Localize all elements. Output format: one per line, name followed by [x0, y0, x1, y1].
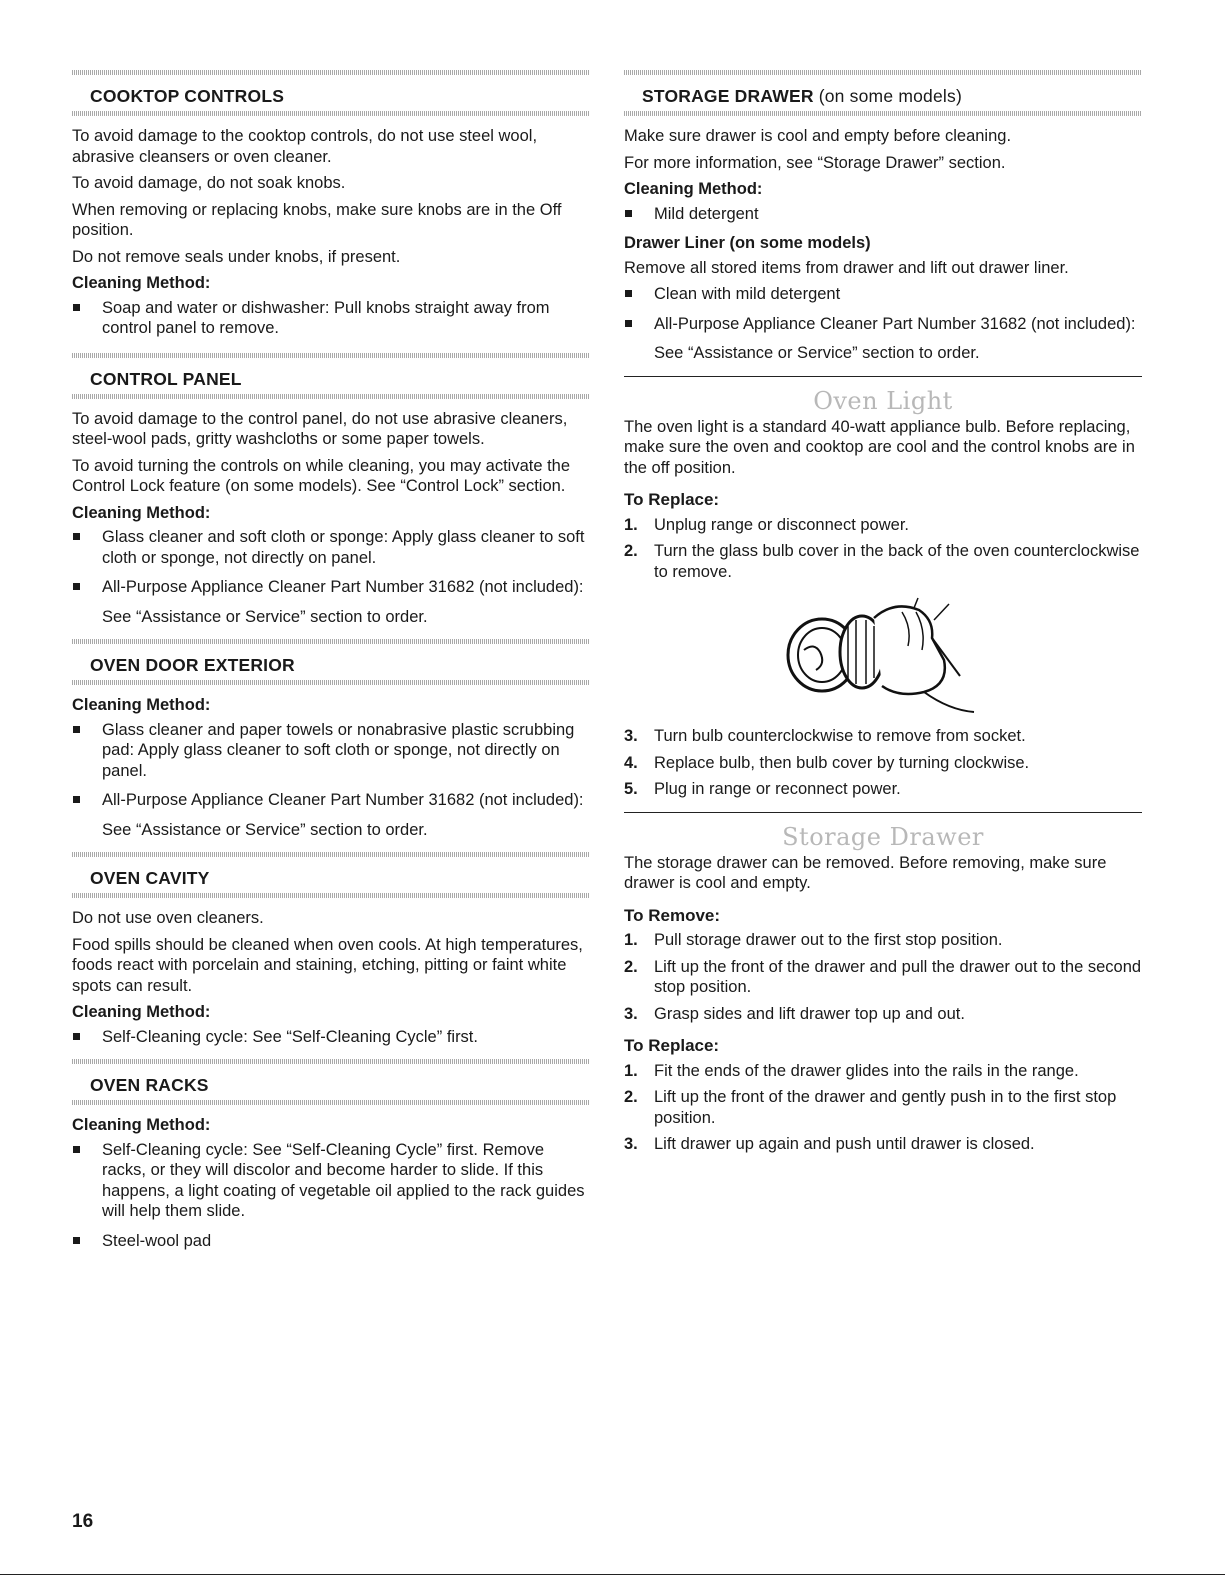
- storage-drawer-section: [624, 823, 1142, 1155]
- bullet-list: [624, 284, 1142, 334]
- cooktop-controls-section: [72, 70, 590, 339]
- drawer-liner-label: Drawer Liner (on some models): [624, 234, 871, 252]
- section-title: CONTROL PANEL: [90, 368, 242, 389]
- step-number: 2.: [624, 542, 638, 560]
- cleaning-method-label: Cleaning Method:: [72, 1116, 211, 1134]
- list-item: Clean with mild detergent: [624, 284, 1142, 305]
- page-number: 16: [72, 1511, 94, 1532]
- oven-cavity-section: [72, 852, 590, 1047]
- section-title: COOKTOP CONTROLS: [90, 86, 285, 106]
- step-text: Fit the ends of the drawer glides into the rails in the range.: [654, 1061, 1079, 1080]
- step-text: Grasp sides and lift drawer top up and out.: [654, 1004, 965, 1023]
- step-number: 1.: [624, 515, 638, 534]
- to-replace-label: To Replace:: [624, 1036, 720, 1055]
- section-header: [72, 70, 590, 116]
- list-item: [624, 930, 1142, 951]
- step-text: Plug in range or reconnect power.: [654, 780, 901, 798]
- section-title-qualifier: (on some models): [813, 86, 962, 106]
- dotted-divider: [72, 680, 590, 685]
- dotted-divider: [624, 111, 1142, 116]
- numbered-list: [624, 1061, 1142, 1155]
- step-number: 4.: [624, 753, 638, 772]
- dotted-divider: [72, 1100, 590, 1105]
- dotted-divider: [72, 111, 590, 116]
- dotted-divider: [72, 639, 590, 644]
- section-title: OVEN DOOR EXTERIOR: [90, 655, 295, 675]
- list-item: Self-Cleaning cycle: See “Self-Cleaning Cycle” first.: [72, 1027, 590, 1048]
- list-item: [72, 577, 590, 598]
- paragraph: Make sure drawer is cool and empty before cleaning.: [624, 127, 1012, 145]
- section-header: [72, 1059, 590, 1105]
- step-number: 3.: [624, 1004, 638, 1023]
- paragraph: To avoid damage to the cooktop controls, do not use steel wool, abrasive cleansers or oven cleaner.: [72, 127, 538, 166]
- section-rule: [624, 376, 1142, 377]
- storage-drawer-title: Storage Drawer: [782, 822, 984, 851]
- see-reference: See “Assistance or Service” section to order.: [654, 344, 980, 362]
- cleaning-method-label: Cleaning Method:: [72, 503, 211, 522]
- step-text: Turn bulb counterclockwise to remove from socket.: [654, 727, 1026, 745]
- dotted-divider: [624, 70, 1142, 75]
- section-title: [624, 75, 1142, 111]
- step-text: Turn the glass bulb cover in the back of the oven counterclockwise to remove.: [654, 542, 1140, 581]
- section-rule: [624, 812, 1142, 813]
- dotted-divider: [72, 893, 590, 898]
- see-reference: See “Assistance or Service” section to order.: [102, 607, 428, 626]
- section-title: OVEN RACKS: [90, 1075, 209, 1095]
- numbered-list: [624, 515, 1142, 583]
- dotted-divider: [72, 353, 590, 358]
- cleaning-method-label: Cleaning Method:: [72, 274, 211, 292]
- step-text: Unplug range or disconnect power.: [654, 515, 909, 534]
- step-text: Pull storage drawer out to the first stop position.: [654, 931, 1003, 949]
- paragraph: The storage drawer can be removed. Before removing, make sure drawer is cool and empty.: [624, 853, 1107, 892]
- paragraph: Remove all stored items from drawer and lift out drawer liner.: [624, 258, 1069, 277]
- hand-turning-bulb-cover-icon: [784, 590, 984, 720]
- paragraph: Do not remove seals under knobs, if present.: [72, 247, 401, 266]
- list-item: [624, 779, 1142, 800]
- list-item: [624, 515, 1142, 536]
- control-panel-section: [72, 353, 590, 628]
- left-column: [72, 70, 590, 1260]
- paragraph: Food spills should be cleaned when oven cools. At high temperatures, foods react with porcelain and staining, etching, pitting or faint white spots can result.: [72, 935, 583, 995]
- right-column: [624, 70, 1142, 1161]
- bottom-rule: [0, 1574, 1225, 1575]
- list-item: Glass cleaner and soft cloth or sponge: Apply glass cleaner to soft cloth or sponge, not directly on panel.: [72, 527, 590, 568]
- list-item: Soap and water or dishwasher: Pull knobs straight away from control panel to remove.: [72, 298, 590, 339]
- list-item-text: All-Purpose Appliance Cleaner Part Number 31682 (not included):: [102, 578, 584, 596]
- section-header: [72, 639, 590, 685]
- dotted-divider: [72, 70, 590, 75]
- list-item: [624, 1061, 1142, 1082]
- bulb-removal-illustration: [624, 590, 1142, 720]
- dotted-divider: [72, 1059, 590, 1064]
- oven-light-section: [624, 387, 1142, 800]
- section-title-bold: STORAGE DRAWER: [642, 86, 814, 106]
- dotted-divider: [72, 852, 590, 857]
- list-item: Glass cleaner and paper towels or nonabrasive plastic scrubbing pad: Apply glass cleaner to soft cloth or sponge, not directly on panel.: [72, 720, 590, 782]
- bullet-list: [72, 1027, 590, 1048]
- list-item: [624, 1087, 1142, 1128]
- oven-door-exterior-section: [72, 639, 590, 840]
- bullet-list: [72, 527, 590, 598]
- step-number: 2.: [624, 1088, 638, 1106]
- list-item: All-Purpose Appliance Cleaner Part Number 31682 (not included):: [624, 314, 1142, 335]
- to-replace-label: To Replace:: [624, 490, 720, 509]
- step-text: Replace bulb, then bulb cover by turning clockwise.: [654, 753, 1030, 772]
- section-header: [72, 852, 590, 898]
- bullet-list: [72, 1140, 590, 1252]
- bullet-list: [72, 720, 590, 811]
- section-header: [624, 70, 1142, 116]
- list-item: Steel-wool pad: [72, 1231, 590, 1252]
- bullet-list: [624, 204, 1142, 225]
- bullet-list: [72, 298, 590, 339]
- list-item: [624, 726, 1142, 747]
- paragraph: To avoid turning the controls on while cleaning, you may activate the Control Lock feature (on some models). See “Control Lock” section.: [72, 456, 571, 495]
- step-number: 3.: [624, 727, 638, 745]
- cleaning-method-label: Cleaning Method:: [72, 1003, 211, 1021]
- list-item: Mild detergent: [624, 204, 1142, 225]
- oven-racks-section: [72, 1059, 590, 1251]
- numbered-list: [624, 726, 1142, 800]
- oven-light-title: Oven Light: [813, 386, 953, 415]
- section-header: [72, 353, 590, 399]
- step-number: 1.: [624, 931, 638, 949]
- paragraph: When removing or replacing knobs, make sure knobs are in the Off position.: [72, 200, 562, 239]
- cleaning-method-label: Cleaning Method:: [72, 696, 211, 714]
- step-number: 1.: [624, 1061, 638, 1080]
- list-item: [624, 1134, 1142, 1155]
- step-number: 2.: [624, 957, 638, 976]
- list-item: [624, 1004, 1142, 1025]
- cleaning-method-label: Cleaning Method:: [624, 180, 763, 198]
- dotted-divider: [72, 394, 590, 399]
- step-text: Lift drawer up again and push until drawer is closed.: [654, 1135, 1035, 1153]
- list-item: All-Purpose Appliance Cleaner Part Number 31682 (not included):: [72, 790, 590, 811]
- numbered-list: [624, 930, 1142, 1024]
- storage-drawer-cleaning-section: [624, 70, 1142, 364]
- paragraph: To avoid damage to the control panel, do not use abrasive cleaners, steel-wool pads, gritty washcloths or some paper towels.: [72, 409, 568, 448]
- paragraph: For more information, see “Storage Drawer” section.: [624, 153, 1006, 172]
- step-text: Lift up the front of the drawer and gently push in to the first stop position.: [654, 1088, 1117, 1127]
- step-text: Lift up the front of the drawer and pull the drawer out to the second stop position.: [654, 957, 1142, 996]
- paragraph: To avoid damage, do not soak knobs.: [72, 174, 346, 192]
- list-item: Self-Cleaning cycle: See “Self-Cleaning Cycle” first. Remove racks, or they will discolor and become harder to slide. If this happens, a light coating of vegetable oil applied to the rack guides will help them slide.: [72, 1140, 590, 1222]
- paragraph: Do not use oven cleaners.: [72, 909, 264, 927]
- to-remove-label: To Remove:: [624, 905, 721, 925]
- list-item: [624, 541, 1142, 582]
- list-item: [624, 753, 1142, 774]
- step-number: 5.: [624, 780, 638, 798]
- see-reference: See “Assistance or Service” section to order.: [102, 820, 428, 839]
- paragraph: The oven light is a standard 40-watt appliance bulb. Before replacing, make sure the oven and cooktop are cool and the control knobs are in the off position.: [624, 417, 1135, 477]
- section-title: OVEN CAVITY: [90, 868, 210, 888]
- list-item: [624, 957, 1142, 998]
- step-number: 3.: [624, 1135, 638, 1153]
